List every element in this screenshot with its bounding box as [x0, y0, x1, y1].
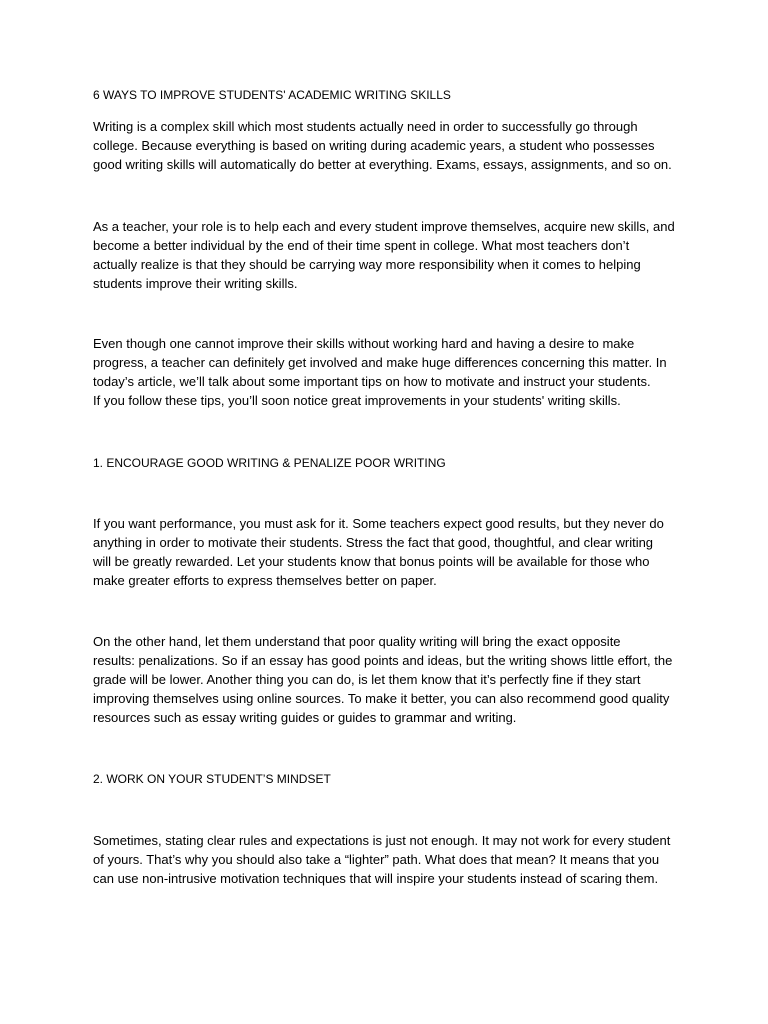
paragraph-line: make greater efforts to express themselves better on paper. — [93, 573, 437, 588]
paragraph-line: progress, a teacher can definitely get involved and make huge differences concerning this matter. In — [93, 355, 667, 370]
paragraph-line: will be greatly rewarded. Let your students know that bonus points will be available for those who — [93, 554, 650, 569]
paragraph-line: college. Because everything is based on writing during academic years, a student who possesses — [93, 138, 655, 153]
paragraph-line: On the other hand, let them understand that poor quality writing will bring the exact opposite — [93, 634, 621, 649]
paragraph-line: grade will be lower. Another thing you can do, is let them know that it’s perfectly fine if they start — [93, 672, 641, 687]
paragraph-line: good writing skills will automatically do better at everything. Exams, essays, assignments, and so on. — [93, 157, 672, 172]
paragraph-line: results: penalizations. So if an essay has good points and ideas, but the writing shows little effort, the — [93, 653, 673, 668]
paragraph-line: resources such as essay writing guides or guides to grammar and writing. — [93, 710, 517, 725]
paragraph-line: If you follow these tips, you’ll soon notice great improvements in your students' writing skills. — [93, 393, 621, 408]
paragraph-line: of yours. That’s why you should also take a “lighter” path. What does that mean? It means that you — [93, 852, 660, 867]
paragraph-line: can use non-intrusive motivation techniques that will inspire your students instead of scaring them. — [93, 871, 659, 886]
section-2-heading: 2. WORK ON YOUR STUDENT’S MINDSET — [93, 772, 331, 786]
paragraph-line: As a teacher, your role is to help each and every student improve themselves, acquire new skills, and — [93, 219, 675, 234]
paragraph-line: students improve their writing skills. — [93, 276, 298, 291]
paragraph-line: today’s article, we’ll talk about some important tips on how to motivate and instruct your students. — [93, 374, 651, 389]
paragraph-line: If you want performance, you must ask for it. Some teachers expect good results, but they never do — [93, 516, 664, 531]
paragraph-line: anything in order to motivate their students. Stress the fact that good, thoughtful, and clear writing — [93, 535, 654, 550]
paragraph-line: Even though one cannot improve their skills without working hard and having a desire to make — [93, 336, 635, 351]
section-1-heading: 1. ENCOURAGE GOOD WRITING & PENALIZE POOR WRITING — [93, 456, 446, 470]
paragraph-line: Sometimes, stating clear rules and expectations is just not enough. It may not work for every student — [93, 833, 671, 848]
paragraph-line: Writing is a complex skill which most students actually need in order to successfully go through — [93, 119, 638, 134]
paragraph-line: actually realize is that they should be carrying way more responsibility when it comes to helping — [93, 257, 641, 272]
document-title: 6 WAYS TO IMPROVE STUDENTS' ACADEMIC WRITING SKILLS — [93, 88, 451, 102]
paragraph-line: improving themselves using online sources. To make it better, you can also recommend good quality — [93, 691, 670, 706]
paragraph-line: become a better individual by the end of their time spent in college. What most teachers don’t — [93, 238, 630, 253]
